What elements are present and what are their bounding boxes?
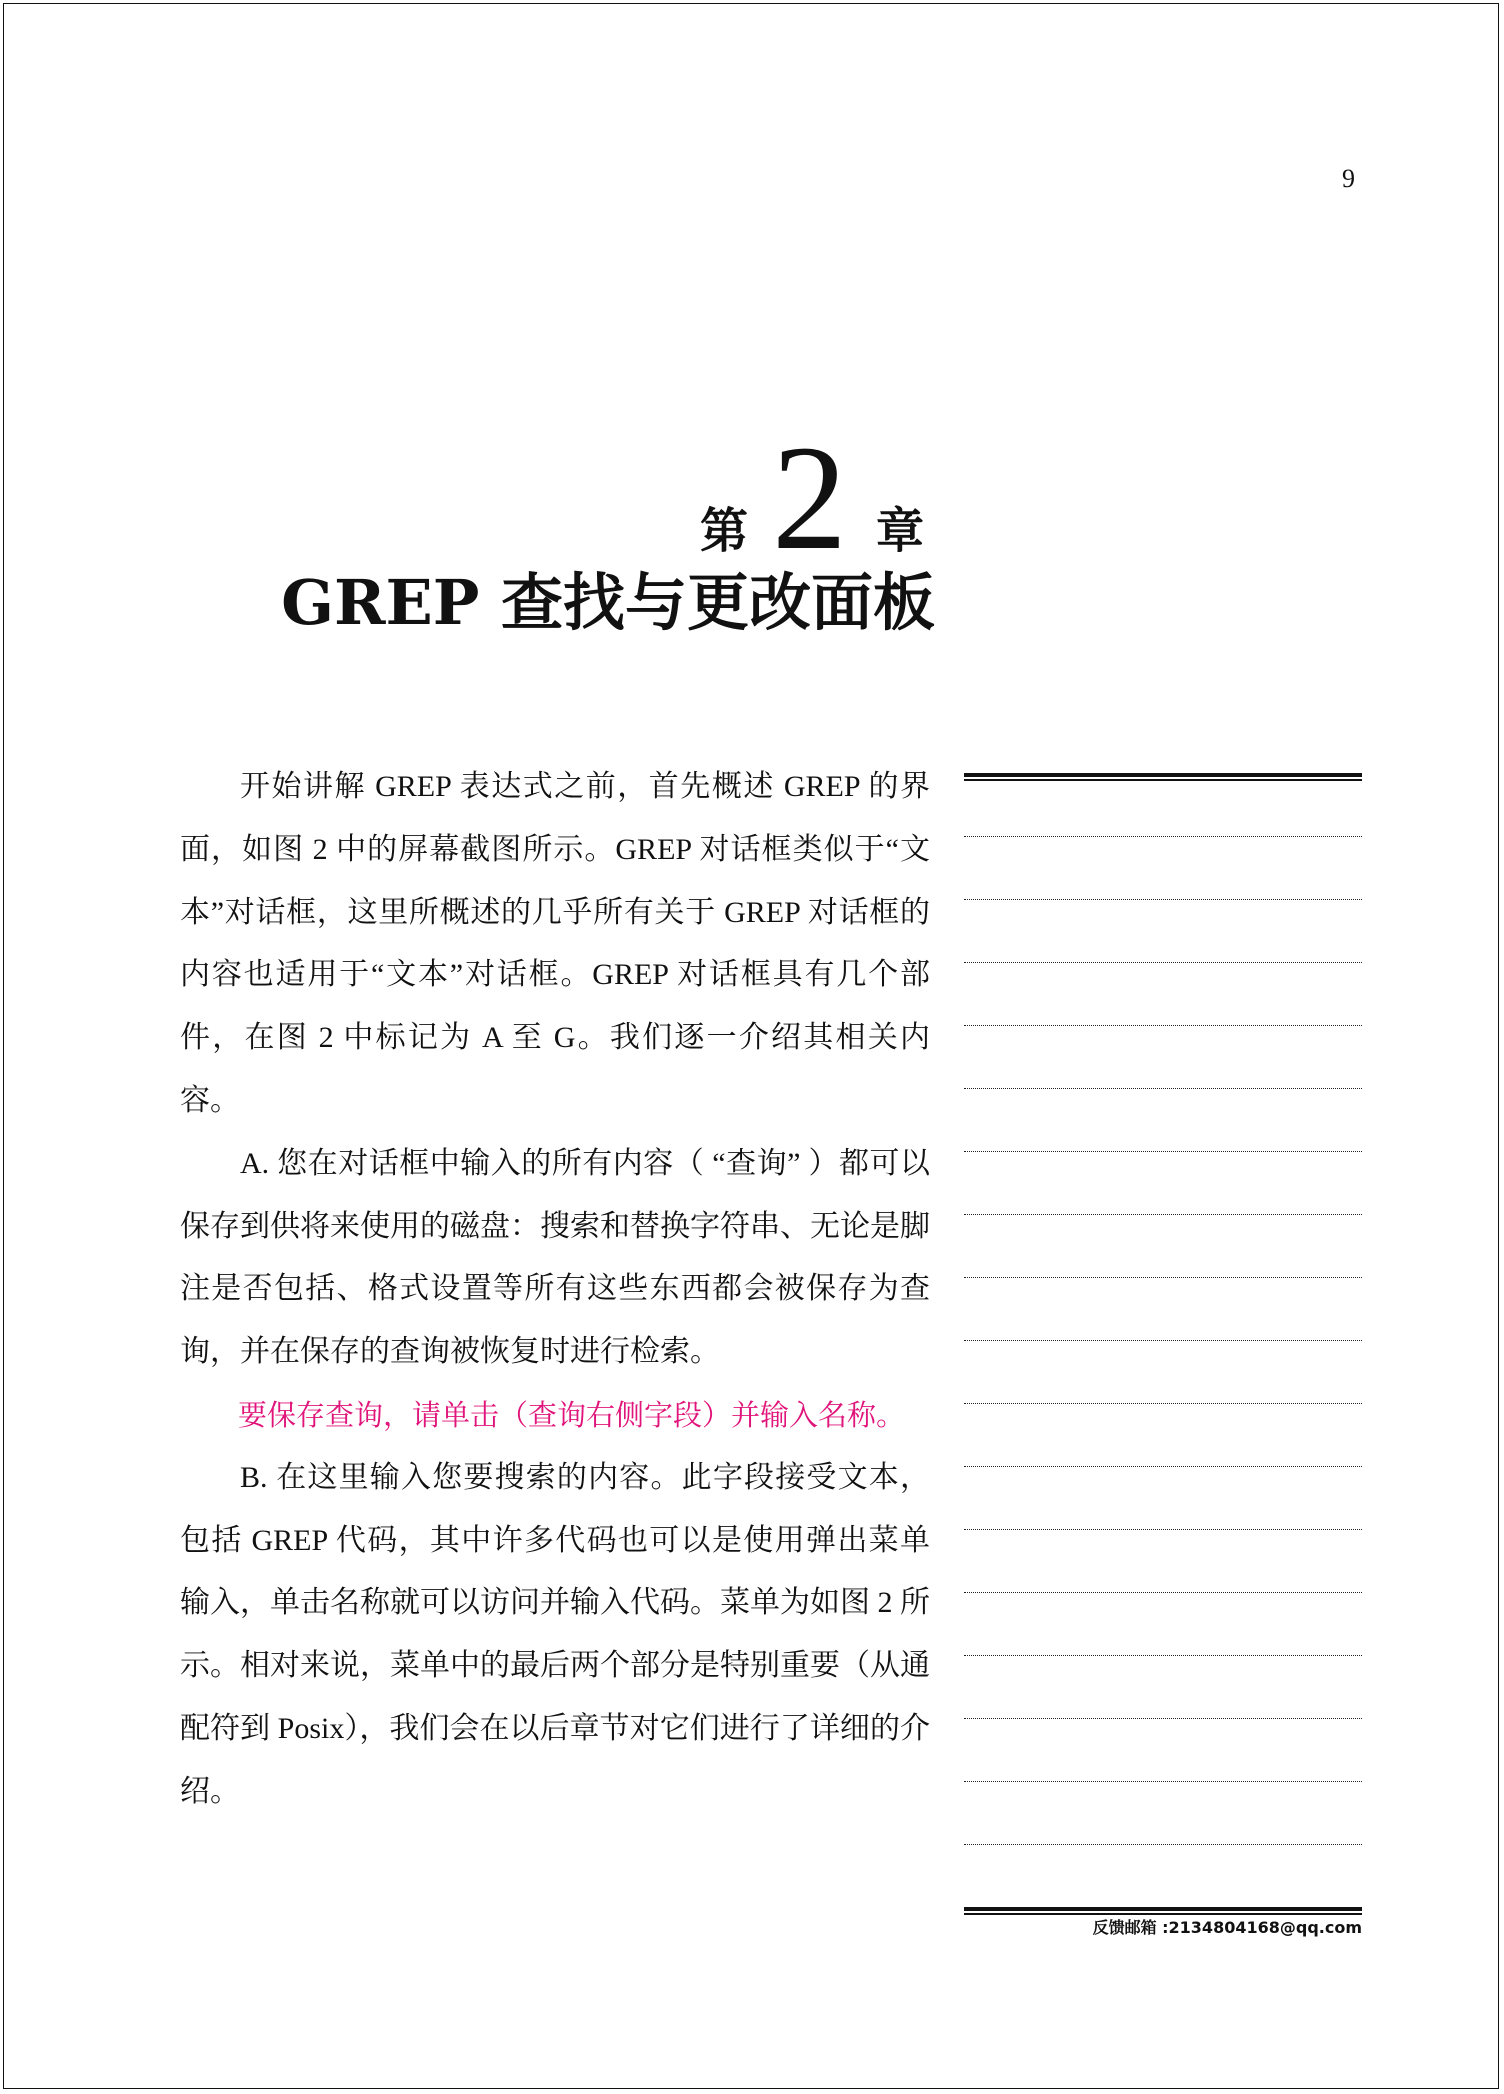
notes-line: [964, 962, 1362, 963]
notes-column: [964, 773, 1362, 1925]
notes-line: [964, 1718, 1362, 1719]
notes-line: [964, 1466, 1362, 1467]
body-text: [180, 756, 930, 1824]
notes-line: [964, 1340, 1362, 1341]
notes-line: [964, 1088, 1362, 1089]
chapter-suffix: 章: [876, 503, 925, 559]
notes-line: [964, 1025, 1362, 1026]
notes-bottom-rule: [964, 1907, 1362, 1915]
notes-line: [964, 1844, 1362, 1845]
page-number: 9: [1342, 164, 1355, 193]
chapter-title: GREP 查找与更改面板: [281, 566, 935, 639]
notes-line: [964, 1214, 1362, 1215]
paragraph-b: B. 在这里输入您要搜索的内容。此字段接受文本，包括 GREP 代码，其中许多代码也可以是使用弹出菜单输入，单击名称就可以访问并输入代码。菜单为如图 2 所示。相对来说，菜单中的最后两个部分是特别重要（从通配符到 Posix），我们会在以后章节对它们进行了详细的介绍。: [180, 1460, 930, 1808]
notes-line: [964, 1277, 1362, 1278]
notes-line: [964, 1529, 1362, 1530]
notes-line: [964, 1592, 1362, 1593]
chapter-prefix: 第: [700, 503, 749, 559]
notes-top-rule: [964, 773, 1362, 781]
feedback-email: 反馈邮箱 :2134804168@qq.com: [1092, 1918, 1362, 1937]
paragraph-a: A. 您在对话框中输入的所有内容（ “查询” ）都可以保存到供将来使用的磁盘：搜索和替换字符串、无论是脚注是否包括、格式设置等所有这些东西都会被保存为查询，并在保存的查询被恢复时进行检索。: [180, 1146, 930, 1369]
notes-line: [964, 1655, 1362, 1656]
notes-line: [964, 899, 1362, 900]
notes-line: [964, 1151, 1362, 1152]
notes-line: [964, 1403, 1362, 1404]
paragraph-intro: 开始讲解 GREP 表达式之前，首先概述 GREP 的界面，如图 2 中的屏幕截图所示。GREP 对话框类似于“文本”对话框，这里所概述的几乎所有关于 GREP 对话框的内容也适用于“文本”对话框。GREP 对话框具有几个部件，在图 2 中标记为 A 至 G。我们逐一介绍其相关内容。: [180, 770, 930, 1117]
highlight-note: 要保存查询，请单击（查询右侧字段）并输入名称。: [238, 1397, 906, 1432]
chapter-number: 2: [772, 415, 847, 581]
chapter-heading: [700, 415, 930, 581]
notes-line: [964, 1781, 1362, 1782]
notes-line: [964, 836, 1362, 837]
